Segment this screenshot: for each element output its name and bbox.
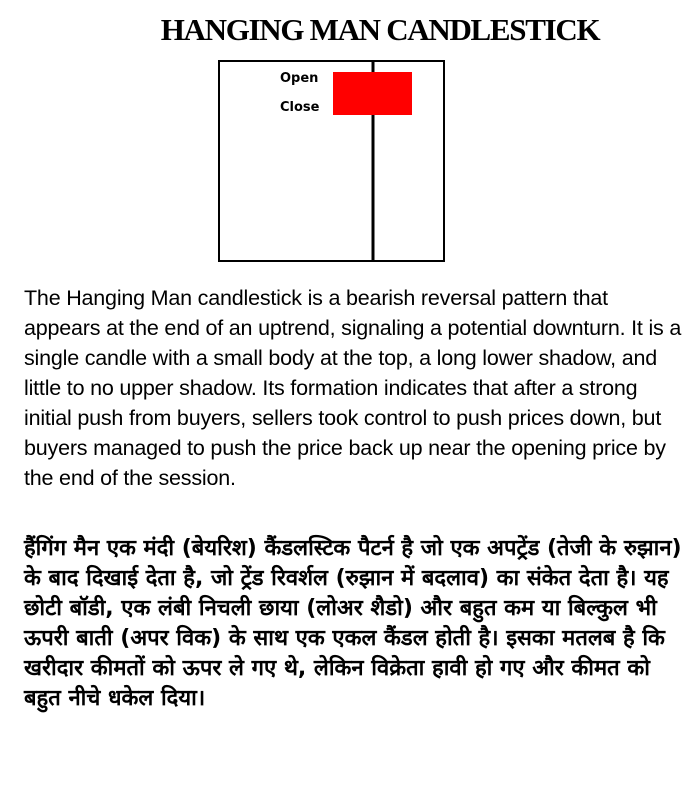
close-label: Close xyxy=(280,100,320,115)
hindi-description: हैंगिंग मैन एक मंदी (बेयरिश) कैंडलस्टिक पैटर्न है जो एक अपट्रेंड (तेजी के रुझान) के बाद दिखाई देता है, जो ट्रेंड रिवर्शल (रुझान में बदलाव) का संकेत देता है। यह छोटी बॉडी, एक लंबी निचली छाया (लोअर शैडो) और बहुत कम या बिल्कुल भी ऊपरी बाती (अपर विक) के साथ एक एकल कैंडल होती है। इसका मतलब है कि खरीदार कीमतों को ऊपर ले गए थे, लेकिन विक्रेता हावी हो गए और कीमत को बहुत नीचे धकेल दिया। xyxy=(24,536,682,711)
open-label: Open xyxy=(280,71,319,86)
candlestick-diagram xyxy=(218,60,445,262)
candlestick-svg xyxy=(220,62,443,260)
page-title: HANGING MAN CANDLESTICK xyxy=(160,12,600,47)
english-description: The Hanging Man candlestick is a bearish reversal pattern that appears at the end of an uptrend, signaling a potential downturn. It is a single candle with a small body at the top, a long lower shadow, and little to no upper shadow. Its formation indicates that after a strong initial push from buyers, sellers took control to push prices down, but buyers managed to push the price back up near the opening price by the end of the session. xyxy=(24,286,682,490)
candle-body xyxy=(333,72,412,115)
